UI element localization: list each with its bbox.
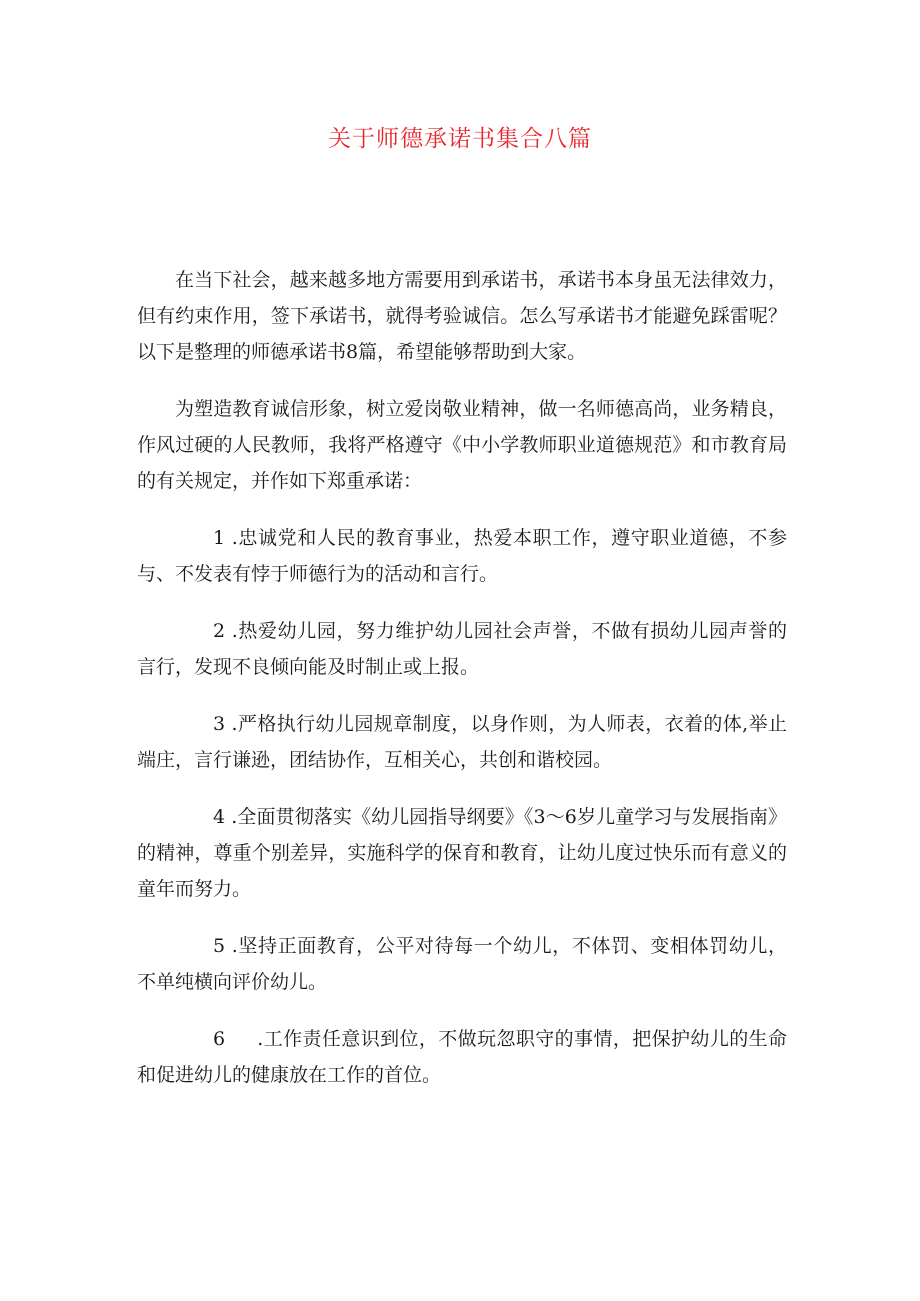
pledge-item-5 bbox=[137, 928, 787, 1000]
item-number: 6 bbox=[213, 1028, 226, 1050]
item-number: 5 bbox=[213, 935, 226, 957]
item-text: .严格执行幼儿园规章制度，以身作则，为人师表，衣着的体,举止端庄，言行谦逊，团结协作，互相关心，共创和谐校园。 bbox=[137, 713, 787, 771]
intro-paragraph: 在当下社会，越来越多地方需要用到承诺书，承诺书本身虽无法律效力，但有约束作用，签下承诺书，就得考验诚信。怎么写承诺书才能避免踩雷呢？以下是整理的师德承诺书8篇，希望能够帮助到大家。 bbox=[137, 269, 787, 363]
pledge-item-6 bbox=[137, 1021, 787, 1093]
document-title: 关于师德承诺书集合八篇 bbox=[328, 126, 592, 152]
item-number: 1 bbox=[213, 527, 226, 549]
item-text: .忠诚党和人民的教育事业，热爱本职工作，遵守职业道德，不参与、不发表有悖于师德行为的活动和言行。 bbox=[137, 527, 787, 585]
item-number: 2 bbox=[213, 620, 226, 642]
pledge-intro-paragraph: 为塑造教育诚信形象，树立爱岗敬业精神，做一名师德高尚，业务精良，作风过硬的人民教师，我将严格遵守《中小学教师职业道德规范》和市教育局的有关规定，并作如下郑重承诺： bbox=[137, 398, 787, 492]
item-number: 3 bbox=[213, 713, 226, 735]
item-text: .热爱幼儿园，努力维护幼儿园社会声誉，不做有损幼儿园声誉的言行，发现不良倾向能及时制止或上报。 bbox=[137, 620, 787, 678]
document-body bbox=[137, 262, 787, 1114]
pledge-item-4 bbox=[137, 799, 787, 907]
pledge-item-2 bbox=[137, 613, 787, 685]
item-text: .全面贯彻落实《幼儿园指导纲要》《3～6岁儿童学习与发展指南》的精神，尊重个别差异，实施科学的保育和教育，让幼儿度过快乐而有意义的童年而努力。 bbox=[137, 806, 788, 900]
pledge-item-3 bbox=[137, 706, 787, 778]
item-text: .工作责任意识到位，不做玩忽职守的事情，把保护幼儿的生命和促进幼儿的健康放在工作的首位。 bbox=[137, 1028, 788, 1086]
pledge-item-1 bbox=[137, 520, 787, 592]
item-number: 4 bbox=[213, 806, 226, 828]
item-text: .坚持正面教育，公平对待每一个幼儿，不体罚、变相体罚幼儿，不单纯横向评价幼儿。 bbox=[137, 935, 787, 993]
